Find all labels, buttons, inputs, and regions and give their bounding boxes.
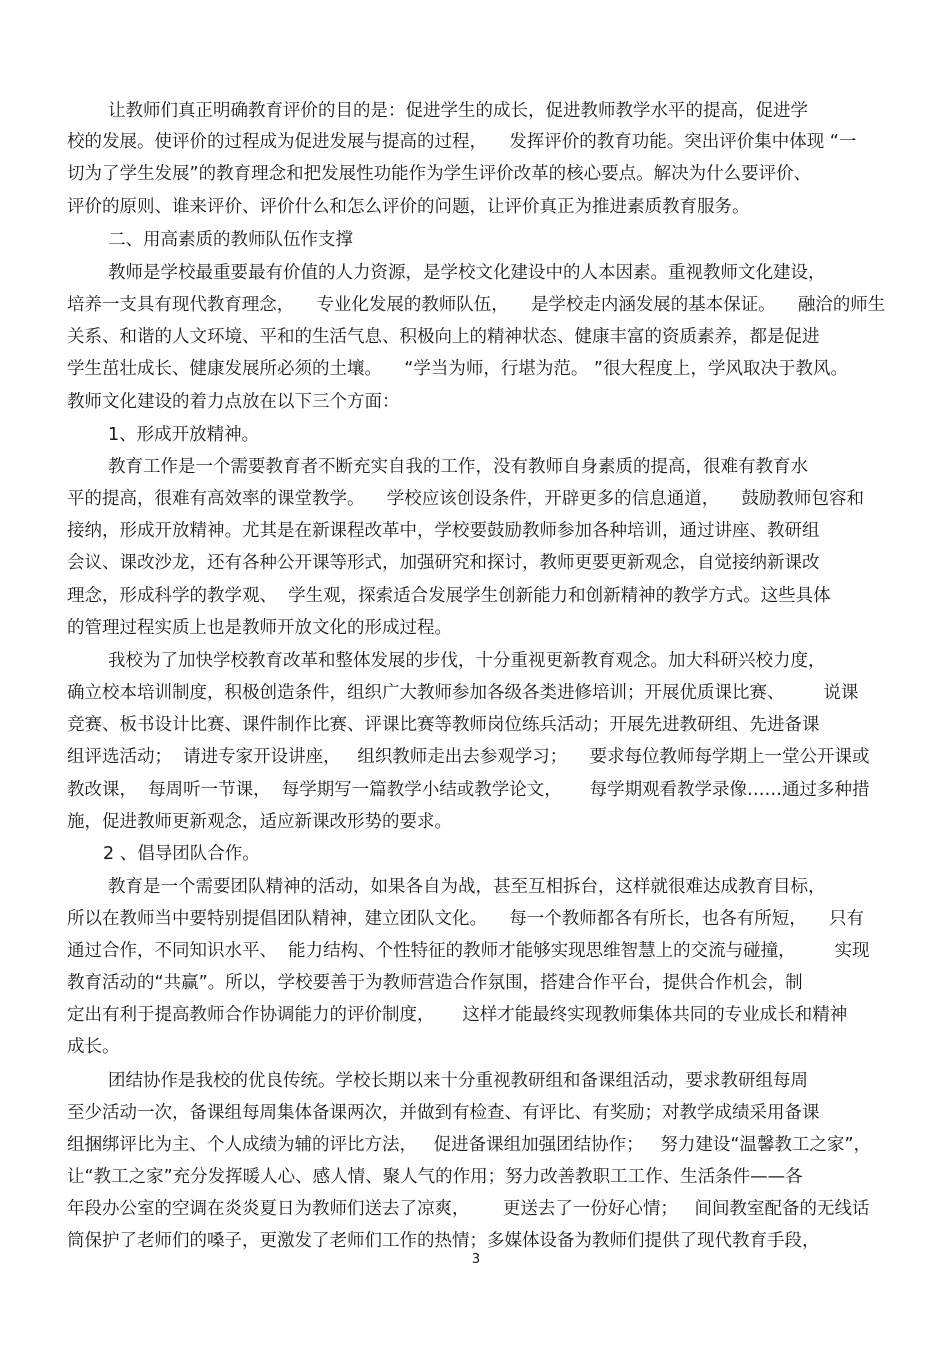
text-line: 我校为了加快学校教育改革和整体发展的步伐，十分重视更新教育观念。加大科研兴校力度， — [108, 651, 826, 671]
text-line: 教师是学校最重要最有价值的人力资源，是学校文化建设中的人本因素。重视教师文化建设， — [108, 263, 826, 283]
text-line: 确立校本培训制度，积极创造条件，组织广大教师参加各级各类进修培训；开展优质课比赛、 说课 — [67, 683, 859, 703]
text-line: 成长。 — [67, 1037, 120, 1057]
text-line: 的管理过程实质上也是教师开放文化的形成过程。 — [67, 618, 452, 638]
text-line: 接纳，形成开放精神。尤其是在新课程改革中，学校要鼓励教师参加各种培训，通过讲座、教研组 — [67, 521, 820, 541]
text-line: 教师文化建设的着力点放在以下三个方面： — [67, 392, 400, 412]
text-line: 培养一支具有现代教育理念， 专业化发展的教师队伍， 是学校走内涵发展的基本保证。 融洽的师生 — [67, 295, 886, 315]
text-line: 让教师们真正明确教育评价的目的是：促进学生的成长，促进教师教学水平的提高，促进学 — [108, 101, 808, 121]
text-line: 校的发展。使评价的过程成为促进发展与提高的过程， 发挥评价的教育功能。突出评价集中体现 “一 — [67, 132, 857, 152]
text-line: 教育工作是一个需要教育者不断充实自我的工作，没有教师自身素质的提高，很难有教育水 — [108, 457, 808, 477]
text-line: 让“教工之家”充分发挥暖人心、感人情、聚人气的作用；努力改善教职工工作、生活条件——各 — [67, 1167, 803, 1187]
text-line: 切为了学生发展”的教育理念和把发展性功能作为学生评价改革的核心要点。解决为什么要评价、 — [67, 164, 812, 184]
subsection-heading: 1、形成开放精神。 — [108, 425, 260, 445]
text-line: 教育是一个需要团队精神的活动，如果各自为战，甚至互相拆台，这样就很难达成教育目标， — [108, 877, 826, 897]
text-line: 平的提高，很难有高效率的课堂教学。 学校应该创设条件，开辟更多的信息通道， 鼓励教师包容和 — [67, 489, 864, 509]
text-line: 团结协作是我校的优良传统。学校长期以来十分重视教研组和备课组活动，要求教研组每周 — [108, 1071, 808, 1091]
text-line: 组评选活动； 请进专家开设讲座， 组织教师走出去参观学习； 要求每位教师每学期上一堂公开课或 — [67, 747, 870, 767]
text-line: 定出有利于提高教师合作协调能力的评价制度， 这样才能最终实现教师集体共同的专业成长和精神 — [67, 1005, 848, 1025]
text-line: 评价的原则、谁来评价、评价什么和怎么评价的问题，让评价真正为推进素质教育服务。 — [67, 197, 750, 217]
text-line: 学生茁壮成长、健康发展所必须的土壤。 “学当为师，行堪为范。 ”很大程度上，学风取决于教风。 — [67, 359, 848, 379]
page-number: 3 — [471, 1252, 481, 1267]
section-heading: 二、用高素质的教师队伍作支撑 — [108, 230, 353, 250]
text-line: 竞赛、板书设计比赛、课件制作比赛、评课比赛等教师岗位练兵活动；开展先进教研组、先进备课 — [67, 715, 820, 735]
text-line: 施，促进教师更新观念，适应新课改形势的要求。 — [67, 812, 452, 832]
text-line: 教育活动的“共赢”。所以，学校要善于为教师营造合作氛围，搭建合作平台，提供合作机会，制 — [67, 973, 803, 993]
text-line: 至少活动一次，备课组每周集体备课两次，并做到有检查、有评比、有奖励；对教学成绩采用备课 — [67, 1103, 820, 1123]
subsection-heading: 2 、倡导团队合作。 — [103, 844, 260, 864]
text-line: 理念，形成科学的教学观、 学生观，探索适合发展学生创新能力和创新精神的教学方式。这些具体 — [67, 586, 831, 606]
text-line: 筒保护了老师们的嗓子，更激发了老师们工作的热情；多媒体设备为教师们提供了现代教育手段， — [67, 1231, 820, 1251]
text-line: 会议、课改沙龙，还有各种公开课等形式，加强研究和探讨，教师更要更新观念，自觉接纳新课改 — [67, 553, 820, 573]
text-line: 关系、和谐的人文环境、平和的生活气息、积极向上的精神状态、健康丰富的资质素养，都是促进 — [67, 327, 820, 347]
text-line: 通过合作，不同知识水平、 能力结构、个性特征的教师才能够实现思维智慧上的交流与碰撞， 实现 — [67, 941, 870, 961]
text-line: 组捆绑评比为主、个人成绩为辅的评比方法， 促进备课组加强团结协作； 努力建设“温馨教工之家”， — [67, 1135, 872, 1155]
text-line: 年段办公室的空调在炎炎夏日为教师们送去了凉爽， 更送去了一份好心情； 间间教室配备的无线话 — [67, 1199, 870, 1219]
text-line: 教改课， 每周听一节课， 每学期写一篇教学小结或教学论文， 每学期观看教学录像……通过多种措 — [67, 780, 870, 800]
text-line: 所以在教师当中要特别提倡团队精神，建立团队文化。 每一个教师都各有所长，也各有所短， 只有 — [67, 909, 864, 929]
